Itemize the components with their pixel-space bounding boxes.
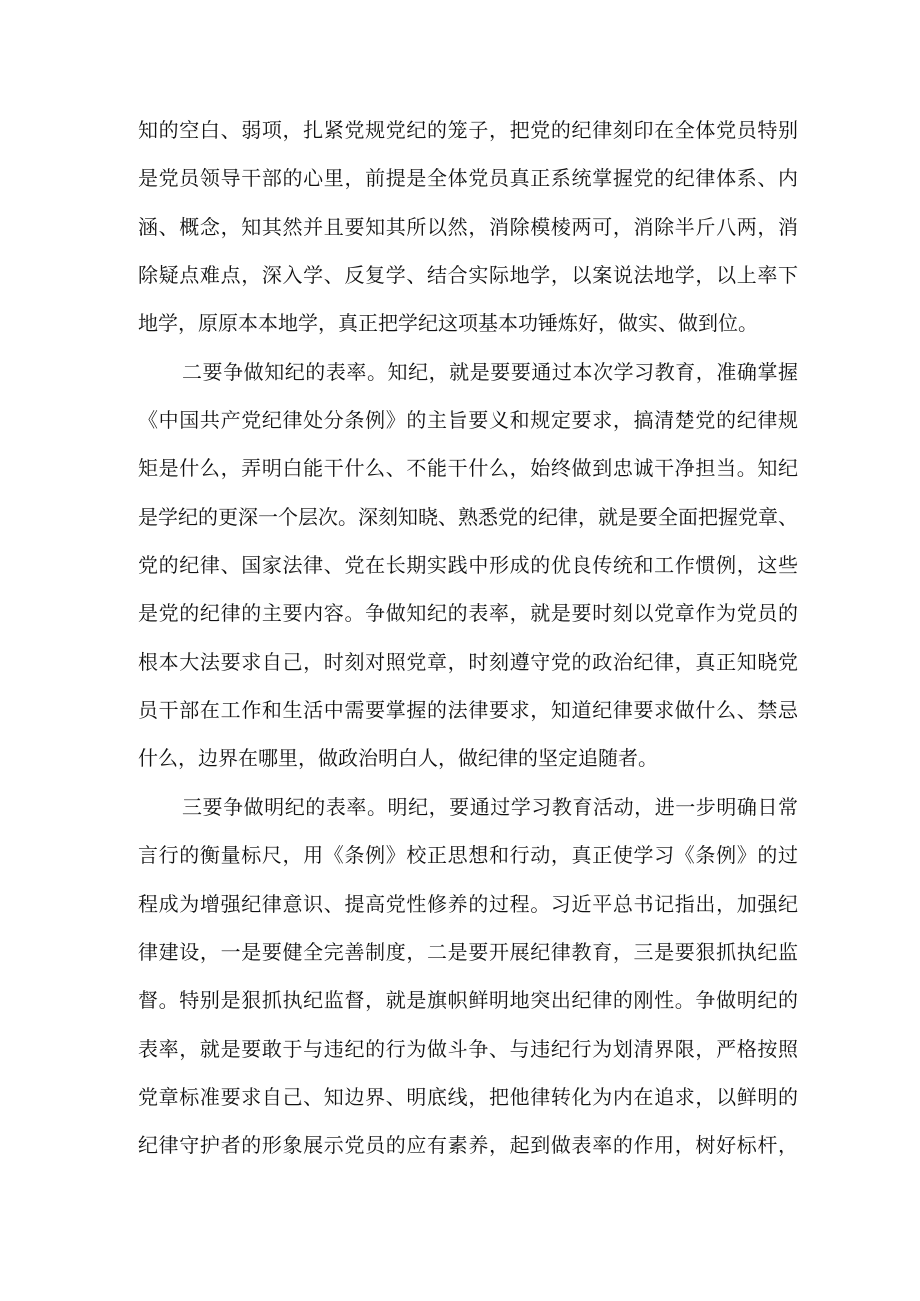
text-line: 党的纪律、国家法律、党在长期实践中形成的优良传统和工作惯例，这些 xyxy=(138,553,798,578)
paragraph-2 xyxy=(138,348,798,783)
text-line: 《中国共产党纪律处分条例》的主旨要义和规定要求，搞清楚党的纪律规 xyxy=(138,408,798,433)
paragraph-3 xyxy=(138,783,798,1170)
text-line: 督。特别是狠抓执纪监督，就是旗帜鲜明地突出纪律的刚性。争做明纪的 xyxy=(138,988,798,1013)
text-line: 表率，就是要敢于与违纪的行为做斗争、与违纪行为划清界限，严格按照 xyxy=(138,1036,798,1061)
text-line: 矩是什么，弄明白能干什么、不能干什么，始终做到忠诚干净担当。知纪 xyxy=(138,456,798,481)
text-line: 涵、概念，知其然并且要知其所以然，消除模棱两可，消除半斤八两，消 xyxy=(138,214,798,239)
document-body xyxy=(138,106,798,1170)
text-line: 程成为增强纪律意识、提高党性修养的过程。习近平总书记指出，加强纪 xyxy=(138,891,798,916)
text-line: 党章标准要求自己、知边界、明底线，把他律转化为内在追求，以鲜明的 xyxy=(138,1084,798,1109)
text-line: 除疑点难点，深入学、反复学、结合实际地学，以案说法地学，以上率下 xyxy=(138,263,798,288)
text-line: 三要争做明纪的表率。明纪，要通过学习教育活动，进一步明确日常 xyxy=(182,794,798,819)
text-line: 是学纪的更深一个层次。深刻知晓、熟悉党的纪律，就是要全面把握党章、 xyxy=(138,504,798,529)
text-line: 知的空白、弱项，扎紧党规党纪的笼子，把党的纪律刻印在全体党员特别 xyxy=(138,118,798,142)
text-line: 纪律守护者的形象展示党员的应有素养，起到做表率的作用，树好标杆， xyxy=(138,1133,798,1158)
text-line: 根本大法要求自己，时刻对照党章，时刻遵守党的政治纪律，真正知晓党 xyxy=(138,649,798,674)
paragraph-1 xyxy=(138,106,798,348)
text-line: 员干部在工作和生活中需要掌握的法律要求，知道纪律要求做什么、禁忌 xyxy=(138,698,798,723)
text-line: 是党的纪律的主要内容。争做知纪的表率，就是要时刻以党章作为党员的 xyxy=(138,601,798,626)
text-line: 地学，原原本本地学，真正把学纪这项基本功锤炼好，做实、做到位。 xyxy=(138,311,758,336)
text-line: 言行的衡量标尺，用《条例》校正思想和行动，真正使学习《条例》的过 xyxy=(138,843,798,868)
text-line: 是党员领导干部的心里，前提是全体党员真正系统掌握党的纪律体系、内 xyxy=(138,166,798,191)
text-line: 什么，边界在哪里，做政治明白人，做纪律的坚定追随者。 xyxy=(138,746,658,771)
text-line: 二要争做知纪的表率。知纪，就是要要通过本次学习教育，准确掌握 xyxy=(182,359,798,384)
text-line: 律建设，一是要健全完善制度，二是要开展纪律教育，三是要狠抓执纪监 xyxy=(138,939,798,964)
